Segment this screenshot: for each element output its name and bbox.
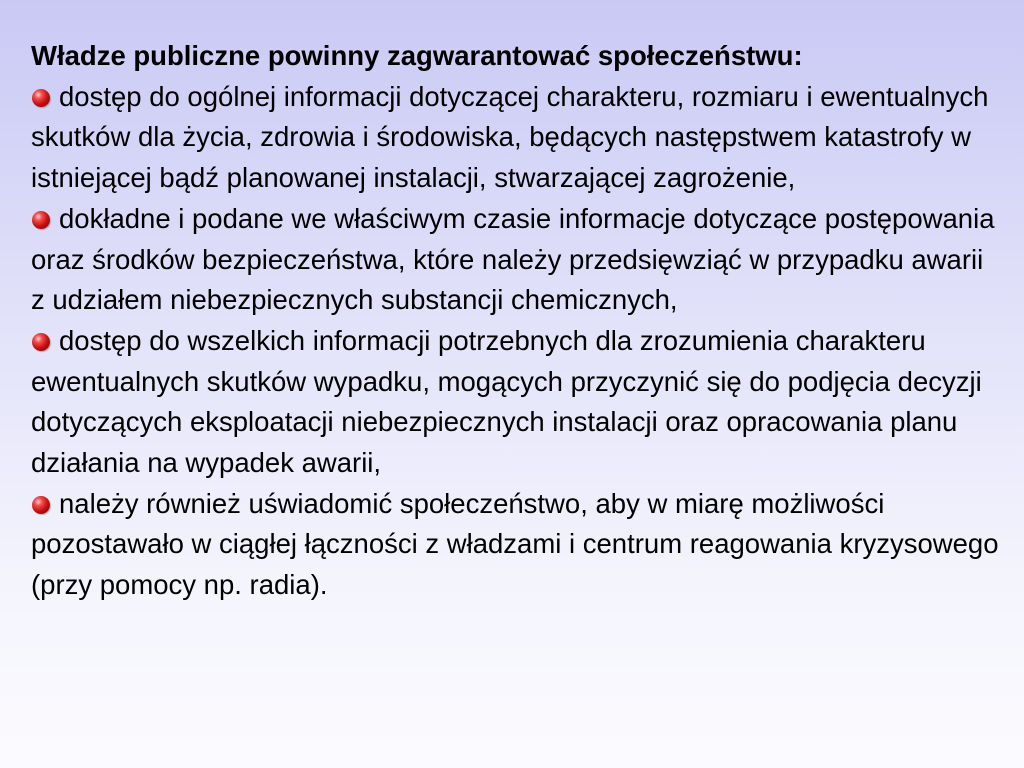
bullet-list — [31, 77, 999, 606]
red-sphere-bullet-icon — [32, 333, 50, 351]
bullet-text: dostęp do ogólnej informacji dotyczącej charakteru, rozmiaru i ewentualnych skutków dla życia, zdrowia i środowiska, będących następstwem katastrofy w istniejącej bądź planowanej instalacji, stwarzającej zagrożenie, — [31, 80, 989, 194]
red-sphere-bullet-icon — [32, 89, 50, 107]
red-sphere-bullet-icon — [32, 211, 50, 229]
bullet-text: dostęp do wszelkich informacji potrzebnych dla zrozumienia charakteru ewentualnych skutków wypadku, mogących przyczynić się do podjęcia decyzji dotyczących eksploatacji niebezpiecznych instalacji oraz opracowania planu działania na wypadek awarii, — [31, 324, 982, 479]
bullet-item — [31, 77, 999, 199]
slide-content — [31, 36, 999, 606]
bullet-item — [31, 199, 999, 321]
bullet-text: dokładne i podane we właściwym czasie informacje dotyczące postępowania oraz środków bezpieczeństwa, które należy przedsięwziąć w przypadku awarii z udziałem niebezpiecznych substancji chemicznych, — [31, 202, 995, 316]
slide-heading: Władze publiczne powinny zagwarantować społeczeństwu: — [31, 40, 803, 71]
bullet-item — [31, 321, 999, 484]
bullet-text: należy również uświadomić społeczeństwo, aby w miarę możliwości pozostawało w ciągłej łączności z władzami i centrum reagowania kryzysowego (przy pomocy np. radia). — [31, 487, 999, 601]
red-sphere-bullet-icon — [32, 496, 50, 514]
bullet-item — [31, 484, 999, 606]
